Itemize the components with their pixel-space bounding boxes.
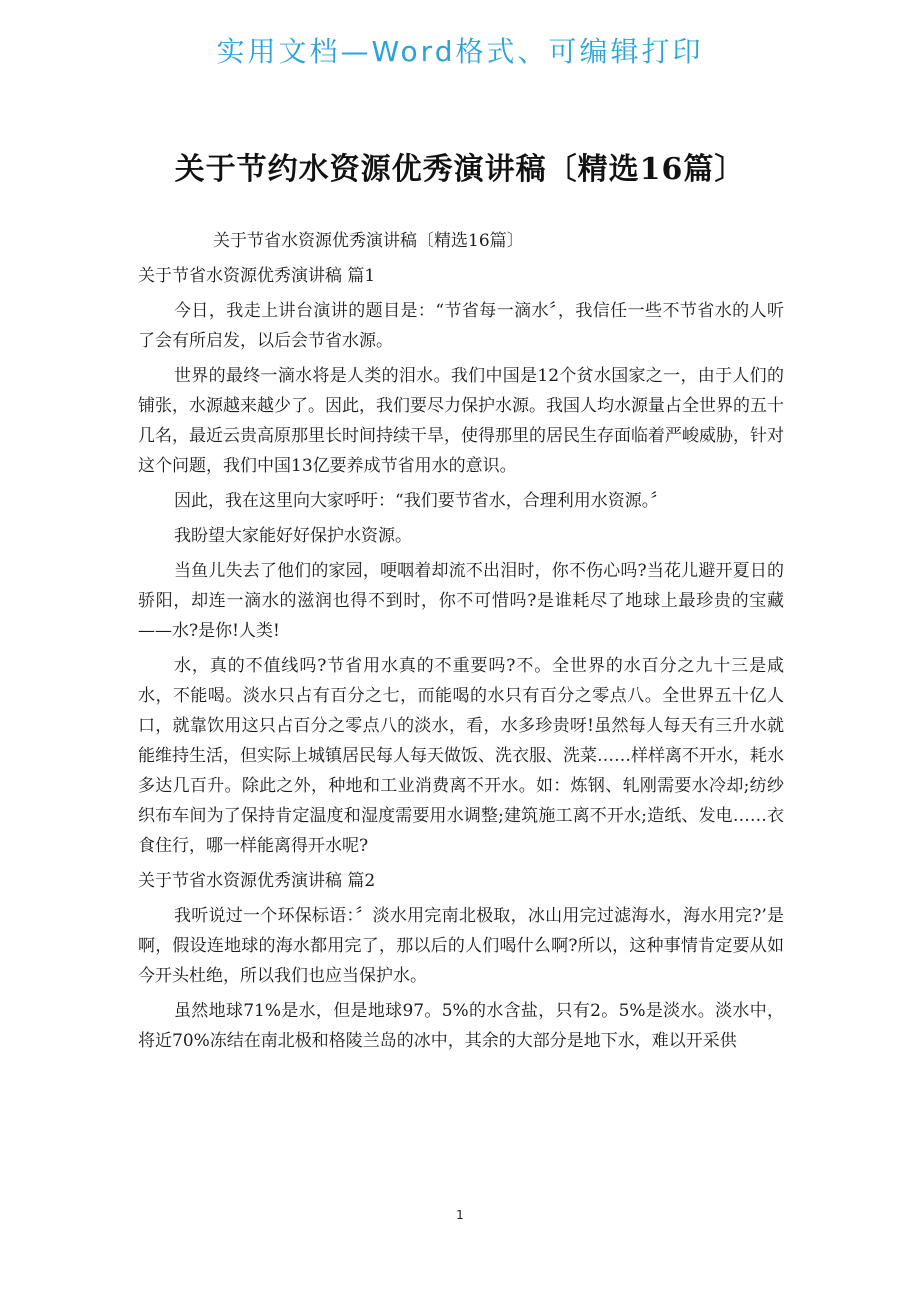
watermark-banner: 实用文档—Word格式、可编辑打印 [216,35,704,68]
page-number: 1 [456,1208,464,1222]
paragraph: 虽然地球71%是水，但是地球97。5%的水含盐，只有2。5%是淡水。淡水中，将近70%冻结在南北极和格陵兰岛的冰中，其余的大部分是地下水，难以开采供 [138,1001,784,1051]
paragraph: 水，真的不值线吗?节省用水真的不重要吗?不。全世界的水百分之九十三是咸水，不能喝。淡水只占有百分之七，而能喝的水只有百分之零点八。全世界五十亿人口，就靠饮用这只占百分之零点八的淡水，看，水多珍贵呀!虽然每人每天有三升水就能维持生活，但实际上城镇居民每人每天做饭、洗衣服、洗菜……样样离不开水，耗水多达几百升。除此之外，种地和工业消费离不开水。如：炼钢、轧刚需要水冷却;纺纱织布车间为了保持肯定温度和湿度需要用水调整;建筑施工离不开水;造纸、发电……衣食住行，哪一样能离得开水呢? [138,656,784,856]
paragraph: 当鱼儿失去了他们的家园，哽咽着却流不出泪时，你不伤心吗?当花儿避开夏日的骄阳，却连一滴水的滋润也得不到时，你不可惜吗?是谁耗尽了地球上最珍贵的宝藏——水?是你!人类! [138,561,784,641]
paragraph: 今日，我走上讲台演讲的题目是：“节省每一滴水〞，我信任一些不节省水的人听了会有所启发，以后会节省水源。 [138,301,784,351]
document-title: 关于节约水资源优秀演讲稿〔精选16篇〕 [174,152,746,187]
document-subtitle: 关于节省水资源优秀演讲稿〔精选16篇〕 [213,231,524,251]
paragraph: 我听说过一个环保标语：〞淡水用完南北极取，冰山用完过滤海水，海水用完?’是啊，假设连地球的海水都用完了，那以后的人们喝什么啊?所以，这种事情肯定要从如今开头杜绝，所以我们也应当保护水。 [138,906,784,986]
section-heading: 关于节省水资源优秀演讲稿 篇2 [138,871,376,891]
paragraph: 因此，我在这里向大家呼吁：“我们要节省水，合理利用水资源。〞 [174,491,668,511]
paragraph: 我盼望大家能好好保护水资源。 [174,526,412,546]
paragraph: 世界的最终一滴水将是人类的泪水。我们中国是12个贫水国家之一，由于人们的铺张，水源越来越少了。因此，我们要尽力保护水源。我国人均水源量占全世界的五十几名，最近云贵高原那里长时间持续干旱，使得那里的居民生存面临着严峻威胁，针对这个问题，我们中国13亿要养成节省用水的意识。 [138,366,784,476]
section-heading: 关于节省水资源优秀演讲稿 篇1 [138,266,376,286]
document-body [138,226,784,1061]
